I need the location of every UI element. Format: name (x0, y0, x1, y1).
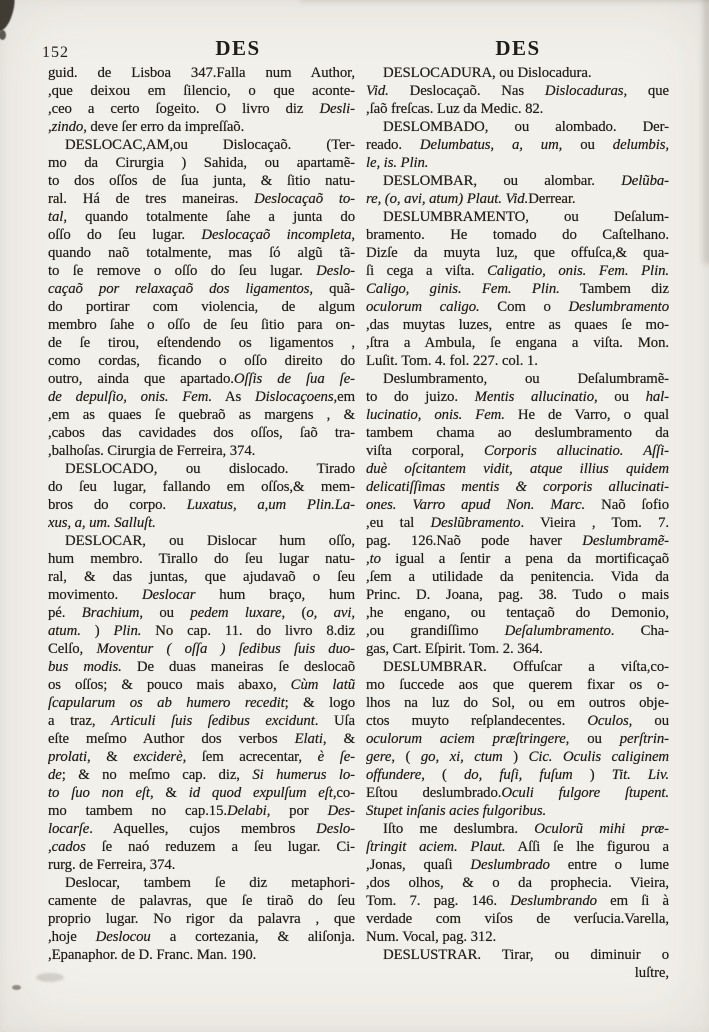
text-line: bros do corpo. Luxatus, a,um Plin.La- (48, 497, 355, 513)
text-line: camente de palavras, que ſe tiraõ do ſeu (48, 893, 355, 909)
text-line: de depulſio, onis. Fem. As Dislocaçoens,em (48, 389, 355, 405)
text-line: oculorum aciem præſtringere, ou perſtrin- (366, 731, 669, 747)
text-line: ,ou grandiſſimo Deſalumbramento. Cha- (366, 623, 669, 639)
text-line: outro, ainda que apartado.Oſſis de ſua ſe- (48, 371, 355, 387)
text-line: Luſit. Tom. 4. fol. 227. col. 1. (366, 353, 538, 369)
text-line: DESLOCADURA, ou Dislocadura. (383, 65, 592, 81)
text-line: xus, a, um. Salluſt. (48, 515, 156, 531)
text-line: do portirar com violencia, de algum (48, 299, 355, 315)
text-line: ral, & das juntas, que ajudavaõ o ſeu (48, 569, 355, 585)
running-title-right: DES (495, 36, 541, 60)
text-line: gere, ( go, xi, ctum ) Cic. Oculis caliginem (366, 749, 669, 765)
text-line: re, (o, avi, atum) Plaut. Vid.Derrear. (366, 191, 576, 207)
text-line: ,cados ſe naó reduzem a ſeu lugar. Ci- (48, 839, 355, 855)
text-line: bramento. He tomado do Caſtelhano. (366, 227, 669, 243)
text-line: Stupet inſanis acies fulgoribus. (366, 803, 547, 819)
text-line: ,ceo a certo ſogeito. O livro diz Desli- (48, 101, 355, 117)
text-line: lhos na luz do Sol, ou em outros obje- (366, 695, 669, 711)
text-line: tal, quando totalmente ſahe a junta do (48, 209, 355, 225)
text-line: ,em as quaes ſe quebraõ as margens , & (48, 407, 355, 423)
text-line: Celſo, Moventur ( oſſa ) ſedibus ſuis duo- (48, 641, 355, 657)
text-line: guid. de Lisboa 347.Falla num Author, (48, 65, 355, 81)
text-line: membro ſahe o oſſo de ſeu ſitio para on- (48, 317, 355, 333)
text-line: ,to igual a ſentir a pena da mortificaçaõ (366, 551, 669, 567)
text-line: ,das muytas luzes, entre as quaes ſe mo- (366, 317, 669, 333)
text-line: ones. Varro apud Non. Marc. Naõ ſofio (366, 497, 669, 513)
faint-smudge-bottom (36, 973, 64, 982)
text-line: caçaõ por relaxaçaõ dos ligamentos, quã- (48, 281, 355, 297)
text-line: proprio lugar. No rigor da palavra , que (48, 911, 355, 927)
text-line: eſte meſmo Author dos verbos Elati, & (48, 731, 355, 747)
right-column (366, 64, 669, 982)
text-line: ,que deixou em ſilencio, o que aconte- (48, 83, 355, 99)
text-line: quando naõ totalmente, mas ſó algũ tã- (48, 245, 355, 261)
text-line: le, is. Plin. (366, 155, 429, 171)
text-line: ral. Há de tres maneiras. Deslocaçaõ to- (48, 191, 355, 207)
text-line: duè oſcitantem vidit, atque illius quidem (366, 461, 669, 477)
text-line: do ſeu lugar, fallando em oſſos,& mem- (48, 479, 355, 495)
text-line: atum. ) Plin. No cap. 11. do livro 8.diz (48, 623, 355, 639)
left-column (48, 64, 355, 964)
text-line: gas, Cart. Eſpirit. Tom. 2. 364. (366, 641, 543, 657)
text-line: DESLUSTRAR. Tirar, ou diminuir o (383, 947, 669, 963)
text-line: DESLOCAC,AM,ou Dislocaçaõ. (Ter- (65, 137, 355, 153)
text-line: oſſo do ſeu lugar. Deslocaçaõ incompleta, (48, 227, 355, 243)
text-line: delicatiſſimas mentis & corporis allucinati- (366, 479, 669, 495)
text-line: ctos muyto reſplandecentes. Oculos, ou (366, 713, 669, 729)
text-line: Eſtou deslumbrado.Oculi fulgore ſtupent. (366, 785, 669, 801)
running-title-left: DES (215, 36, 261, 60)
text-line: verdade com viſos de verſucia.Varella, (366, 911, 669, 927)
text-line: to ſuo non eſt, & id quod expulſum eſt,co- (48, 785, 355, 801)
text-line: ,dos olhos, & o da prophecia. Vieira, (366, 875, 669, 891)
edge-shading-top (300, 0, 709, 2)
text-line: ,zindo, deve ſer erro da impreſſaõ. (48, 119, 245, 135)
text-line: to ſe remove o oſſo do ſeu lugar. Deslo- (48, 263, 355, 279)
ink-spot-left-edge (0, 30, 6, 40)
text-line: Princ. D. Joana, pag. 38. Tudo o mais (366, 587, 669, 603)
text-line: DESLOMBAR, ou alombar. Delũba- (383, 173, 669, 189)
text-line: to dos oſſos de ſua junta, & ſitio natu- (48, 173, 355, 189)
text-line: Deslumbramento, ou Deſalumbramẽ- (383, 371, 669, 387)
text-line: luſtre, (634, 965, 669, 981)
text-line: pag. 126.Naõ pode haver Deslumbramẽ- (366, 533, 669, 549)
text-line: Tom. 7. pag. 146. Deslumbrando em ſi à (366, 893, 669, 909)
text-line: rurg. de Ferreira, 374. (48, 857, 176, 873)
text-line: os oſſos; & pouco mais abaxo, Cùm latũ (48, 677, 355, 693)
text-line: ſcapularum os ab humero recedit; & logo (48, 695, 355, 711)
text-line: viſta corporal, Corporis allucinatio. Aſſi- (366, 443, 669, 459)
ink-spot-bottom-left (12, 985, 21, 990)
text-line: locarſe. Aquelles, cujos membros Deslo- (48, 821, 355, 837)
edge-shading-right (703, 0, 709, 264)
text-line: offundere, ( do, fuſi, fuſum ) Tit. Liv. (366, 767, 669, 783)
text-line: Iſto me deslumbra. Oculorũ mihi præ- (383, 821, 669, 837)
text-line: ,Epanaphor. de D. Franc. Man. 190. (48, 947, 257, 963)
text-line: ,ſtra a Ambula, ſe engana a viſta. Mon. (366, 335, 669, 351)
text-line: ,he engano, ou tentaçaõ do Demonio, (366, 605, 669, 621)
text-line: Vid. Deslocaçaõ. Nas Dislocaduras, que (366, 83, 669, 99)
text-line: mo tambem no cap.15.Delabi, por Des- (48, 803, 355, 819)
text-line: DESLOMBADO, ou alombado. Der- (383, 119, 669, 135)
text-line: ,cabos das cavidades dos oſſos, ſaõ tra- (48, 425, 355, 441)
text-line: ſtringit aciem. Plaut. Aſſi ſe lhe figurou a (366, 839, 669, 855)
text-line: de ſe tirou, eſtendendo os ligamentos , (48, 335, 355, 351)
text-line: hum membro. Tirallo do ſeu lugar natu- (48, 551, 355, 567)
text-line: DESLOCAR, ou Dislocar hum oſſo, (65, 533, 355, 549)
text-line: DESLUMBRAMENTO, ou Deſalum- (383, 209, 669, 225)
text-line: ſi cega a viſta. Caligatio, onis. Fem. Plin. (366, 263, 669, 279)
text-line: movimento. Deslocar hum braço, hum (48, 587, 355, 603)
text-line: como cordas, ficando o oſſo direito do (48, 353, 355, 369)
text-line: a traz, Articuli ſuis ſedibus excidunt. Uſa (48, 713, 355, 729)
text-line: ,hoje Deslocou a cortezania, & aliſonja. (48, 929, 355, 945)
text-line: ,Jonas, quaſi Deslumbrado entre o lume (366, 857, 669, 873)
text-line: DESLOCADO, ou dislocado. Tirado (65, 461, 355, 477)
text-line: reado. Delumbatus, a, um, ou delumbis, (366, 137, 669, 153)
text-line: ,eu tal Deslũbramento. Vieira , Tom. 7. (366, 515, 669, 531)
text-line: bus modis. De duas maneiras ſe deslocaõ (48, 659, 355, 675)
text-line: Caligo, ginis. Fem. Plin. Tambem diz (366, 281, 669, 297)
text-line: de; & no meſmo cap. diz, Si humerus lo- (48, 767, 355, 783)
text-line: pé. Brachium, ou pedem luxare, (o, avi, (48, 605, 355, 621)
text-line: Deslocar, tambem ſe diz metaphori- (65, 875, 355, 891)
text-line: ,ſem a utilidade da penitencia. Vida da (366, 569, 669, 585)
text-line: to do juizo. Mentis allucinatio, ou hal- (366, 389, 669, 405)
text-line: prolati, & exciderè, ſem acrecentar, è ſe- (48, 749, 355, 765)
ink-smudge-top-left (0, 0, 19, 34)
text-line: Dizſe da muyta luz, que offuſca,& qua- (366, 245, 669, 261)
text-line: mo ſuccede aos que querem fixar os o- (366, 677, 669, 693)
text-line: lucinatio, onis. Fem. He de Varro, o qual (366, 407, 669, 423)
text-line: DESLUMBRAR. Offuſcar a viſta,co- (383, 659, 669, 675)
text-line: ,ſaõ freſcas. Luz da Medic. 82. (366, 101, 544, 117)
text-line: Num. Vocal, pag. 312. (366, 929, 497, 945)
text-line: oculorum caligo. Com o Deslumbramento (366, 299, 669, 315)
text-line: ,balhoſas. Cirurgia de Ferreira, 374. (48, 443, 256, 459)
page-number: 152 (42, 44, 69, 61)
text-line: mo da Cirurgia ) Sahida, ou apartamẽ- (48, 155, 355, 171)
text-line: tambem chama ao deslumbramento da (366, 425, 669, 441)
